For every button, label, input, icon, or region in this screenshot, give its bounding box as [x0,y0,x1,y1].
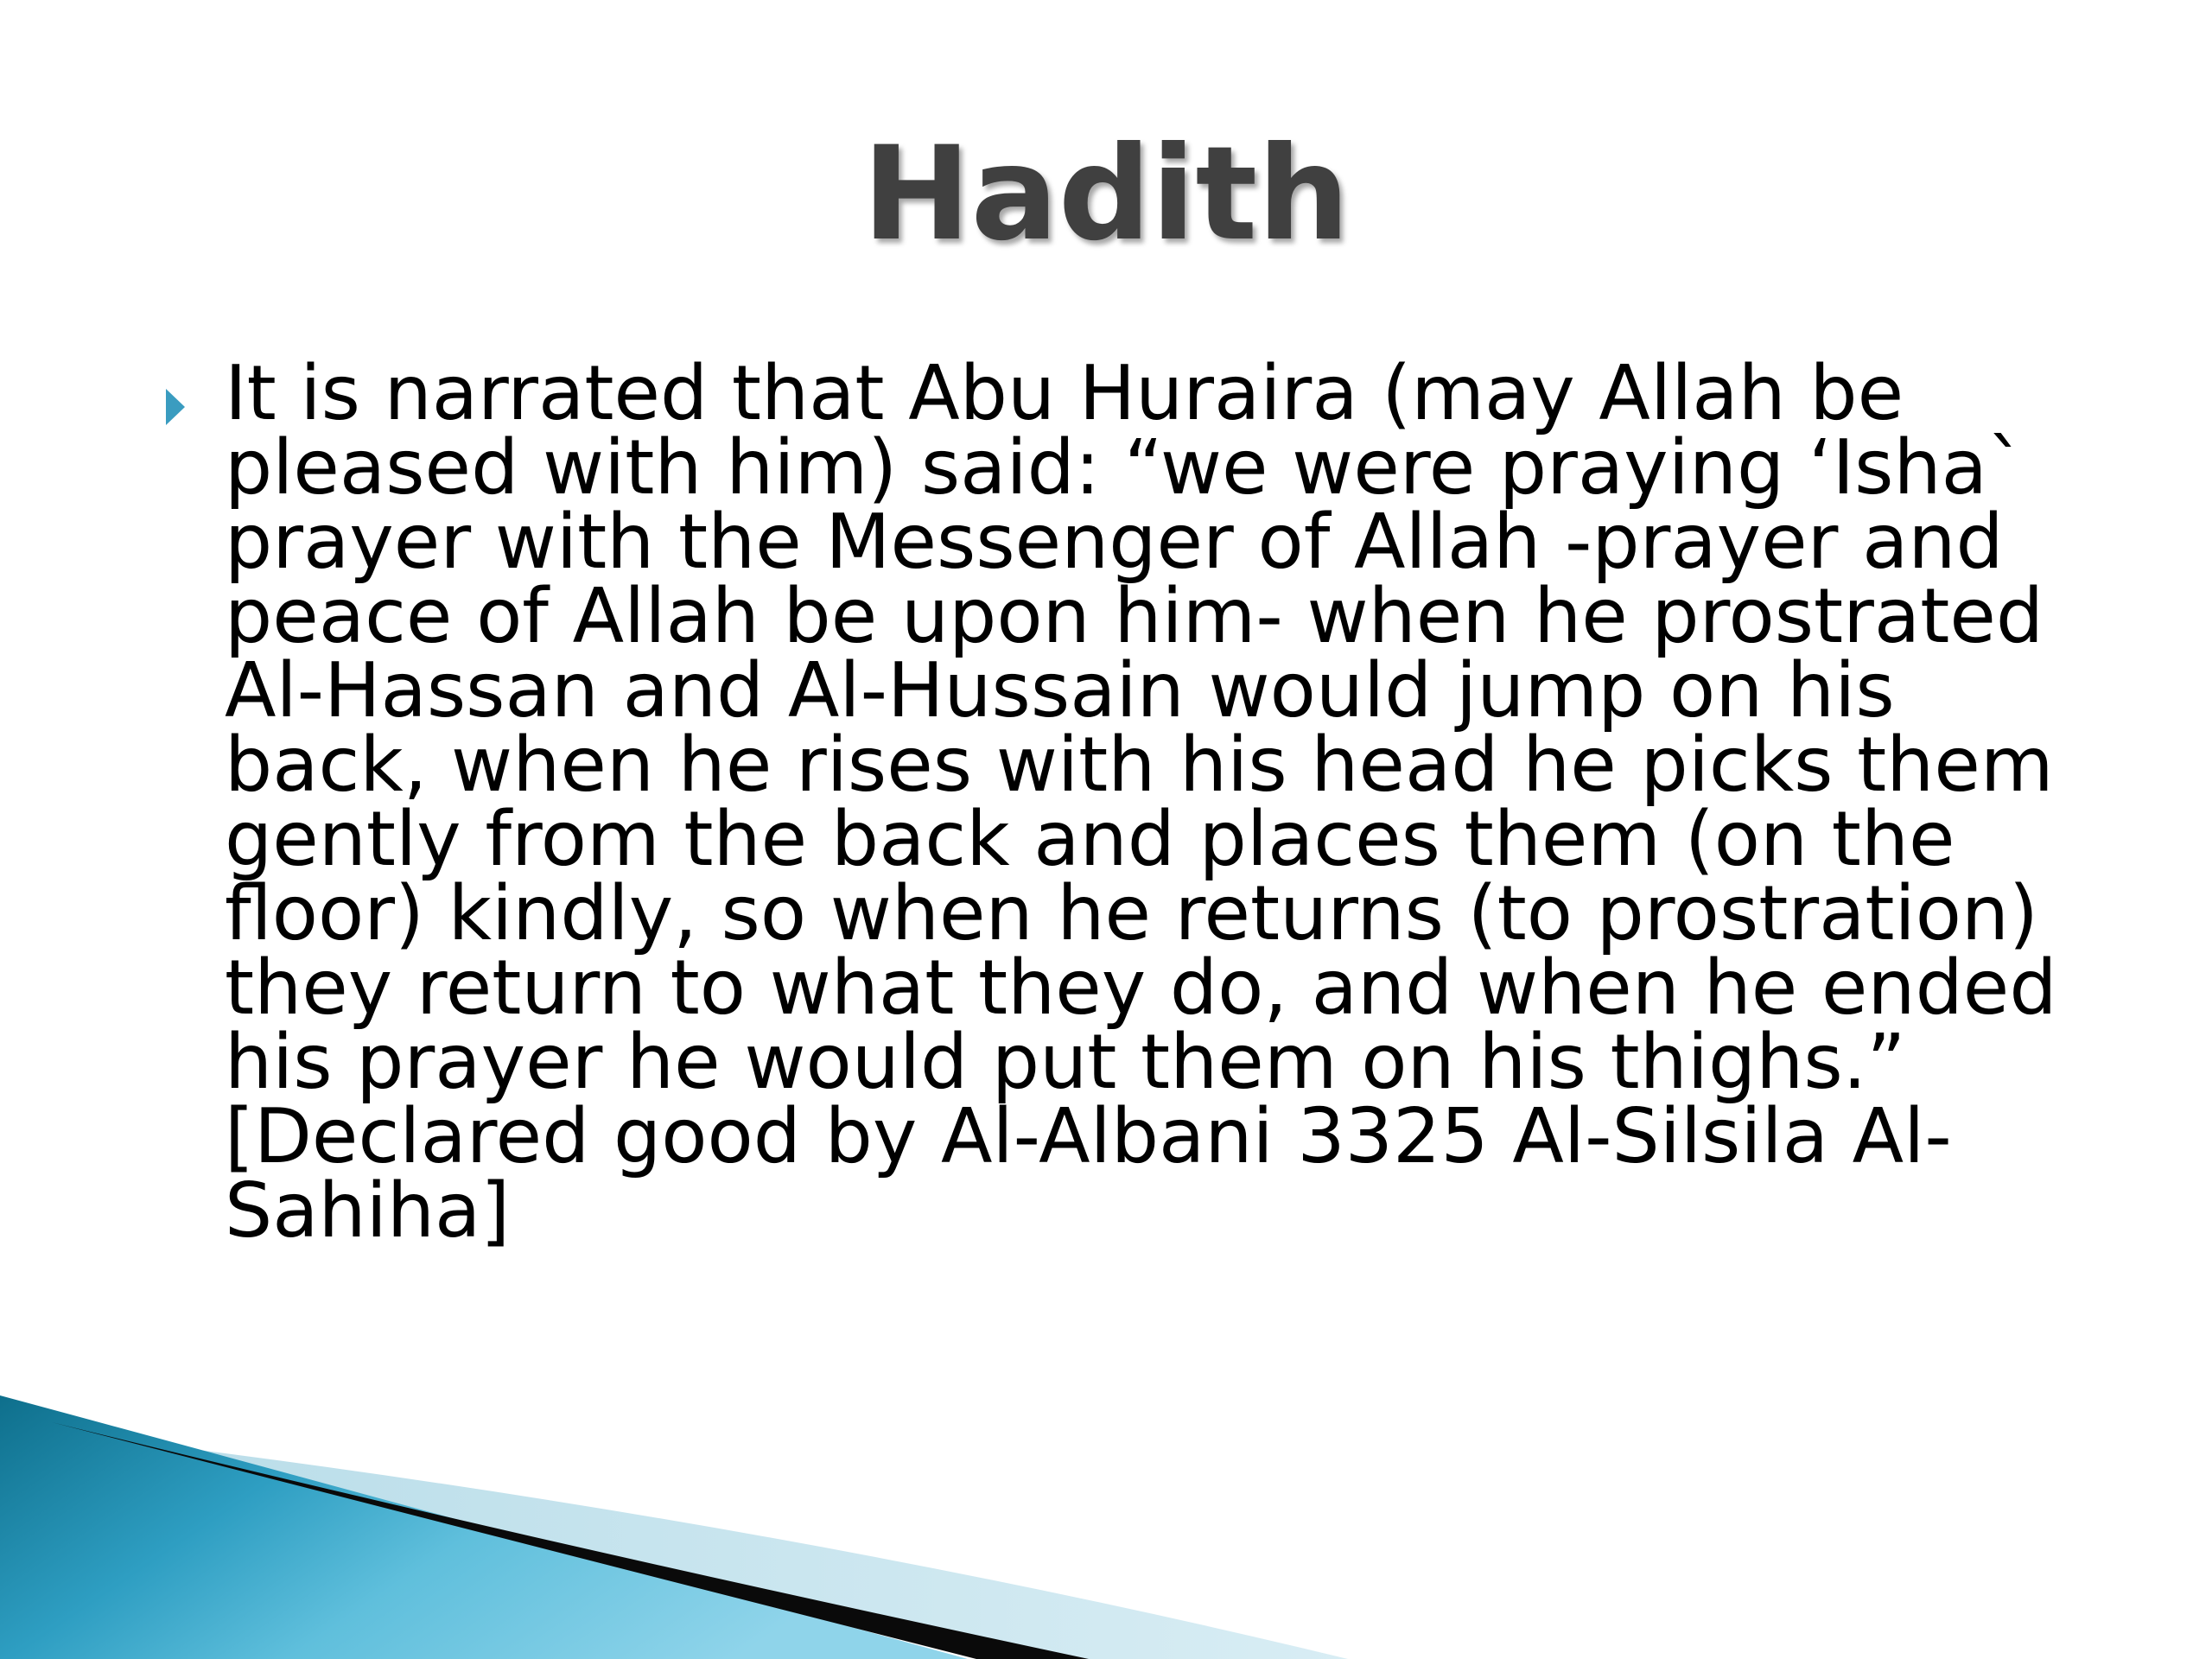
slide-title: Hadith [861,119,1351,270]
triangle-right-icon [166,389,185,425]
bullet-item [156,349,2082,1255]
slide-body [156,349,2082,1255]
bullet-text: It is narrated that Abu Huraira (may Allah be pleased with him) said: “we were praying ‘Isha` prayer with the Messenger of Allah -prayer and peace of Allah be upon him- when he prostrated Al-Hassan and Al-Hussain would jump on his back, when he rises with his head he picks them gently from the back and places them (on the floor) kindly, so when he returns (to prostration) they return to what they do, and when he ended his prayer he would put them on his thighs.” [Declared good by Al-Albani 3325 Al-Silsila Al- Sahiha] [225,349,2057,1255]
